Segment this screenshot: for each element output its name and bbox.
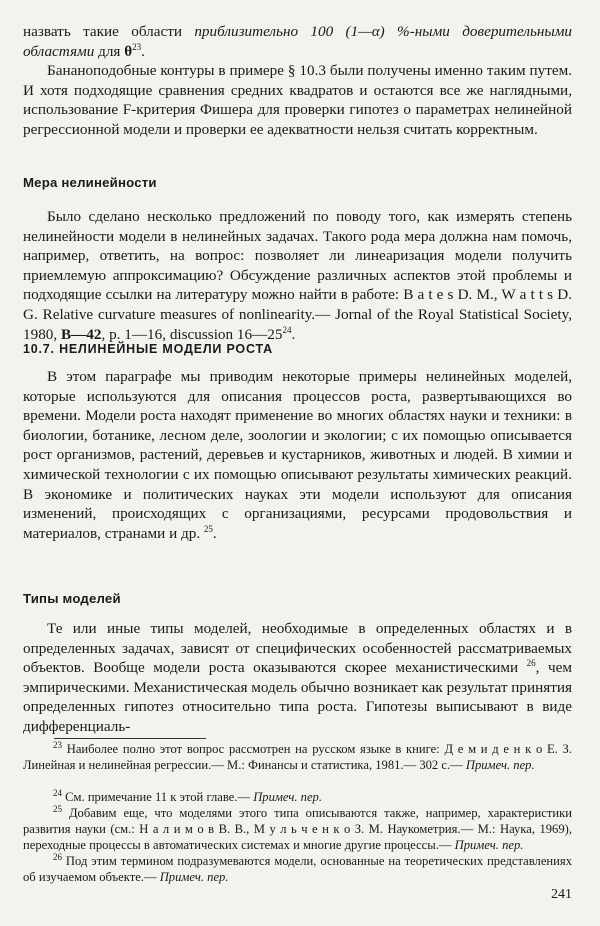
text-run: Добавим еще, что моделями этого типа описываются также, например, характеристики развития науки (см.: Н а л и м о в В. В., М у л ь ч е н к о З. М. Наукометрия.— М.: Наука, 1969), переходные процессы в автоматических системах и многие другие процессы.—: [23, 806, 572, 852]
translator-note: Примеч. пер.: [454, 838, 524, 852]
paragraph-growth-models: [23, 367, 572, 543]
footnote-26: [23, 853, 572, 885]
heading-model-types: Типы моделей: [23, 591, 121, 606]
paragraph-banana-contours: Бананоподобные контуры в примере § 10.3 были получены именно таким путем. И хотя подходящие сравнения средних квадратов и остаются все же наглядными, использование F-критерия Фишера для проверки гипотез о параметрах нелинейной регрессионной модели и проверки ее адекватности нельзя считать корректным.: [23, 62, 572, 138]
text-run: .: [291, 325, 296, 343]
paragraph-model-types: [23, 619, 572, 737]
footnote-23: [23, 741, 572, 773]
translator-note: Примеч. пер.: [253, 790, 322, 804]
text-run: , p. 1—16, discussion 16—25: [101, 325, 283, 343]
theta-symbol: θ: [124, 42, 133, 60]
text-run: .: [141, 42, 145, 60]
footnote-number: 26: [53, 851, 62, 862]
paragraph-confidence-regions: [23, 22, 572, 61]
footnote-25: [23, 805, 572, 853]
text-run: назвать такие области: [23, 23, 195, 40]
translator-note: Примеч. пер.: [159, 870, 229, 884]
text-run: .: [212, 524, 217, 542]
heading-nonlinearity-measure: Мера нелинейности: [23, 175, 157, 190]
text-run: , чем эмпирическими. Механистическая модель обычно возникает как результат принятия определенных гипотез относительно типа роста. Гипотезы выписывают в виде дифференциаль-: [23, 659, 572, 735]
section-heading-growth-models: 10.7. НЕЛИНЕЙНЫЕ МОДЕЛИ РОСТА: [23, 342, 273, 356]
text-run: Было сделано несколько предложений по поводу того, как измерять степень нелинейности модели в нелинейных задачах. Такого рода мера должна нам помочь, например, ответить, на вопрос: позволяет ли линеаризация модели получить приемлемую аппроксимацию? Обсуждение различных аспектов этой проблемы и подходящие ссылки на литературу можно найти в работе: B a t e s D. M., W a t t s D. G. Relative curvature measures of nonlinearity.— Jornal of the Royal Statistical Society, 1980,: [23, 208, 572, 343]
text-run: Под этим термином подразумеваются модели, основанные на теоретических представлениях об изучаемом объекте.—: [23, 854, 572, 884]
translator-note: Примеч. пер.: [465, 758, 535, 772]
page-number: 241: [551, 887, 572, 902]
footnote-number: 25: [53, 803, 62, 814]
text-run: Те или иные типы моделей, необходимые в определенных областях и в определенных задачах, зависят от специфических особенностей рассматриваемых объектов. Вообще модели роста оказываются скорее механистическими: [23, 620, 572, 677]
footnote-24: [23, 789, 572, 805]
footnote-ref: 25: [203, 523, 213, 534]
text-run: См. примечание 11 к этой главе.—: [62, 790, 254, 804]
footnote-ref: 23: [132, 41, 142, 52]
footnote-number: 23: [53, 739, 62, 750]
text-run: В этом параграфе мы приводим некоторые примеры нелинейных моделей, которые используются для описания процессов роста, развертывающихся во времени. Модели роста находят применение во многих областях науки и техники: в биологии, ботанике, лесном деле, зоологии и экологии; с их помощью описывается рост организмов, растений, деревьев и кустарников, животных и людей. В химии и химической технологии с их помощью описывают результаты химических реакций. В экономике и политических науках эти модели используют для описания изменений, происходящих с организациями, ресурсами продовольствия и материалов, странами и др.: [23, 368, 572, 542]
bold-volume: B—42: [60, 325, 102, 343]
footnote-ref: 26: [526, 658, 536, 669]
paragraph-nonlinearity-measure: [23, 207, 572, 344]
italic-term: приблизительно 100 (1—α) %-ными доверительными областями: [23, 23, 572, 60]
footnote-divider: [54, 738, 206, 739]
text-run: Наиболее полно этот вопрос рассмотрен на русском языке в книге: Д е м и д е н к о Е. З. Линейная и нелинейная регрессии.— М.: Финансы и статистика, 1981.— 302 с.—: [23, 742, 572, 772]
text-run: для: [94, 42, 125, 60]
footnote-number: 24: [53, 787, 62, 798]
footnote-ref: 24: [282, 324, 292, 335]
